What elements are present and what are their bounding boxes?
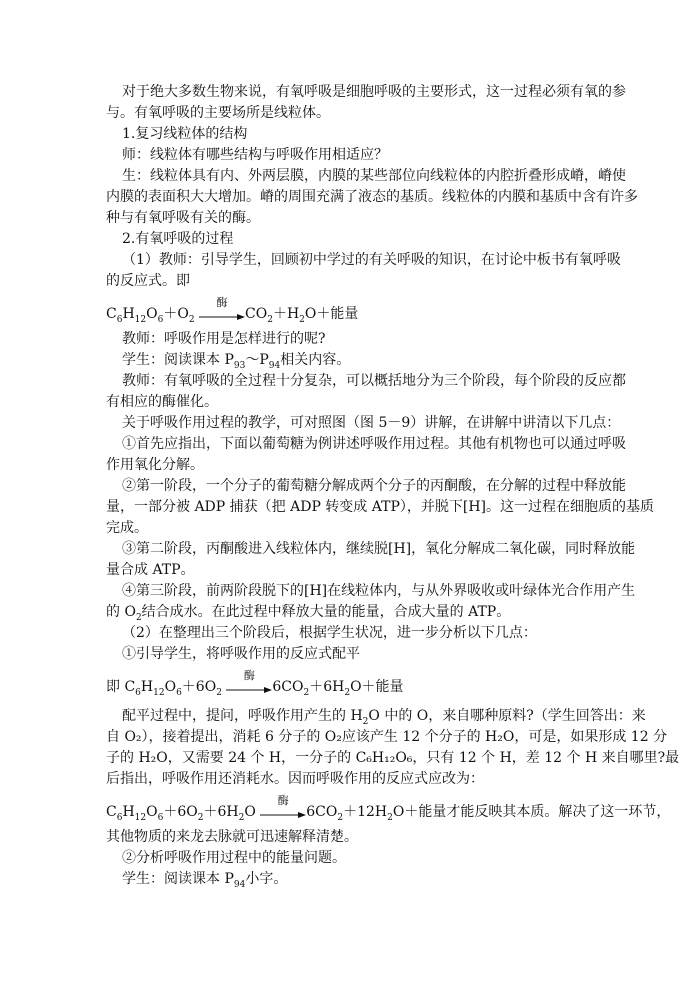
reaction-arrow: [199, 296, 245, 324]
paragraph-line: 有相应的酶催化。: [106, 394, 218, 410]
paragraph-line: 完成。: [106, 520, 148, 536]
teacher-line: 教师：呼吸作用是怎样进行的呢?: [122, 331, 326, 347]
arrow-icon: [199, 313, 245, 321]
equation-trailing-text: ＋能量才能反映其本质。解决了这一环节，: [404, 804, 671, 820]
paragraph-line: 后指出，呼吸作用还消耗水。因而呼吸作用的反应式应改为：: [106, 771, 484, 787]
reaction-equation: $C_6H_{12}O_6+O_2$ 酶 $CO_2+H_2O+$能量: [106, 296, 359, 325]
enzyme-label: 酶: [216, 296, 228, 309]
section-heading: 1.复习线粒体的结构: [122, 126, 248, 142]
reaction-arrow: [226, 669, 272, 697]
enzyme-label: 酶: [277, 794, 289, 807]
paragraph-line: （1）教师：引导学生，回顾初中学过的有关呼吸的知识，在讨论中板书有氧呼吸: [122, 252, 621, 268]
section-heading: 2.有氧呼吸的过程: [122, 231, 234, 247]
reaction-equation-balanced: 即 $C_6H_{12}O_6+6O_2$ 酶 $6CO_2+6H_2O+$能量: [106, 669, 404, 698]
paragraph-line: ①首先应指出，下面以葡萄糖为例讲述呼吸作用过程。其他有机物也可以通过呼吸: [122, 436, 626, 452]
paragraph-line: 的反应式。即: [106, 273, 190, 289]
student-line: 学生：阅读课本 $P_{93}\sim P_{94}$相关内容。: [122, 352, 351, 371]
paragraph-line: 对于绝大多数生物来说，有氧呼吸是细胞呼吸的主要形式，这一过程必须有氧的参: [122, 84, 626, 100]
teacher-question: 师：线粒体有哪些结构与呼吸作用相适应？: [122, 147, 388, 163]
paragraph-line: 与。有氧呼吸的主要场所是线粒体。: [106, 105, 330, 121]
paragraph-line: （2）在整理出三个阶段后，根据学生状况，进一步分析以下几点：: [122, 625, 537, 641]
paragraph-line: ③第二阶段，丙酮酸进入线粒体内，继续脱[H]，氧化分解成二氧化碳，同时释放能: [122, 541, 636, 557]
paragraph-line: 量合成 ATP。: [106, 562, 195, 578]
paragraph-line: 其他物质的来龙去脉就可迅速解释清楚。: [106, 829, 358, 845]
paragraph-line: 的 $O_2$结合成水。在此过程中释放大量的能量，合成大量的 ATP。: [106, 604, 511, 623]
paragraph-line: 教师：有氧呼吸的全过程十分复杂，可以概括地分为三个阶段，每个阶段的反应都: [122, 373, 626, 389]
paragraph-line: 量，一部分被 ADP 捕获（把 ADP 转变成 ATP），并脱下[H]。这一过程在细胞质的基质: [106, 499, 654, 515]
paragraph-line: ②分析呼吸作用过程中的能量问题。: [122, 850, 346, 866]
reaction-arrow: [260, 794, 306, 822]
enzyme-label: 酶: [243, 669, 255, 682]
paragraph-line: 子的 H₂O，又需要 24 个 H，一分子的 C₆H₁₂O₆，只有 12 个 H，差 12 个 H 来自哪里?最: [106, 750, 680, 766]
paragraph-line: 种与有氧呼吸有关的酶。: [106, 210, 260, 226]
arrow-icon: [226, 686, 272, 694]
paragraph-line: ④第三阶段，前两阶段脱下的[H]在线粒体内，与从外界吸收或叶绿体光合作用产生: [122, 583, 636, 599]
paragraph-line: 关于呼吸作用过程的教学，可对照图（图 5－9）讲解，在讲解中讲清以下几点：: [122, 415, 621, 431]
paragraph-line: ②第一阶段，一个分子的葡萄糖分解成两个分子的丙酮酸，在分解的过程中释放能: [122, 478, 626, 494]
paragraph-line: 配平过程中，提问，呼吸作用产生的 $H_2O$ 中的 O，来自哪种原料?（学生回答出：来: [122, 708, 646, 727]
paragraph-line: 作用氧化分解。: [106, 457, 204, 473]
paragraph-line: 内膜的表面积大大增加。嵴的周围充满了液态的基质。线粒体的内膜和基质中含有许多: [106, 189, 638, 205]
paragraph-line: 自 O₂），接着提出，消耗 6 分子的 O₂应该产生 12 个分子的 H₂O，可是，如果形成 12 分: [106, 729, 668, 745]
arrow-icon: [260, 811, 306, 819]
reaction-equation-corrected: $C_6H_{12}O_6+6O_2+6H_2O$ 酶 $6CO_2+12H_2O+$能量才能反映其本质。解决了这一环节，: [106, 794, 671, 823]
paragraph-line: ①引导学生，将呼吸作用的反应式配平: [122, 646, 360, 662]
student-line: 学生：阅读课本 $P_{94}$小字。: [122, 871, 288, 890]
paragraph-line: 生：线粒体具有内、外两层膜，内膜的某些部位向线粒体的内腔折叠形成嵴，嵴使: [122, 168, 626, 184]
